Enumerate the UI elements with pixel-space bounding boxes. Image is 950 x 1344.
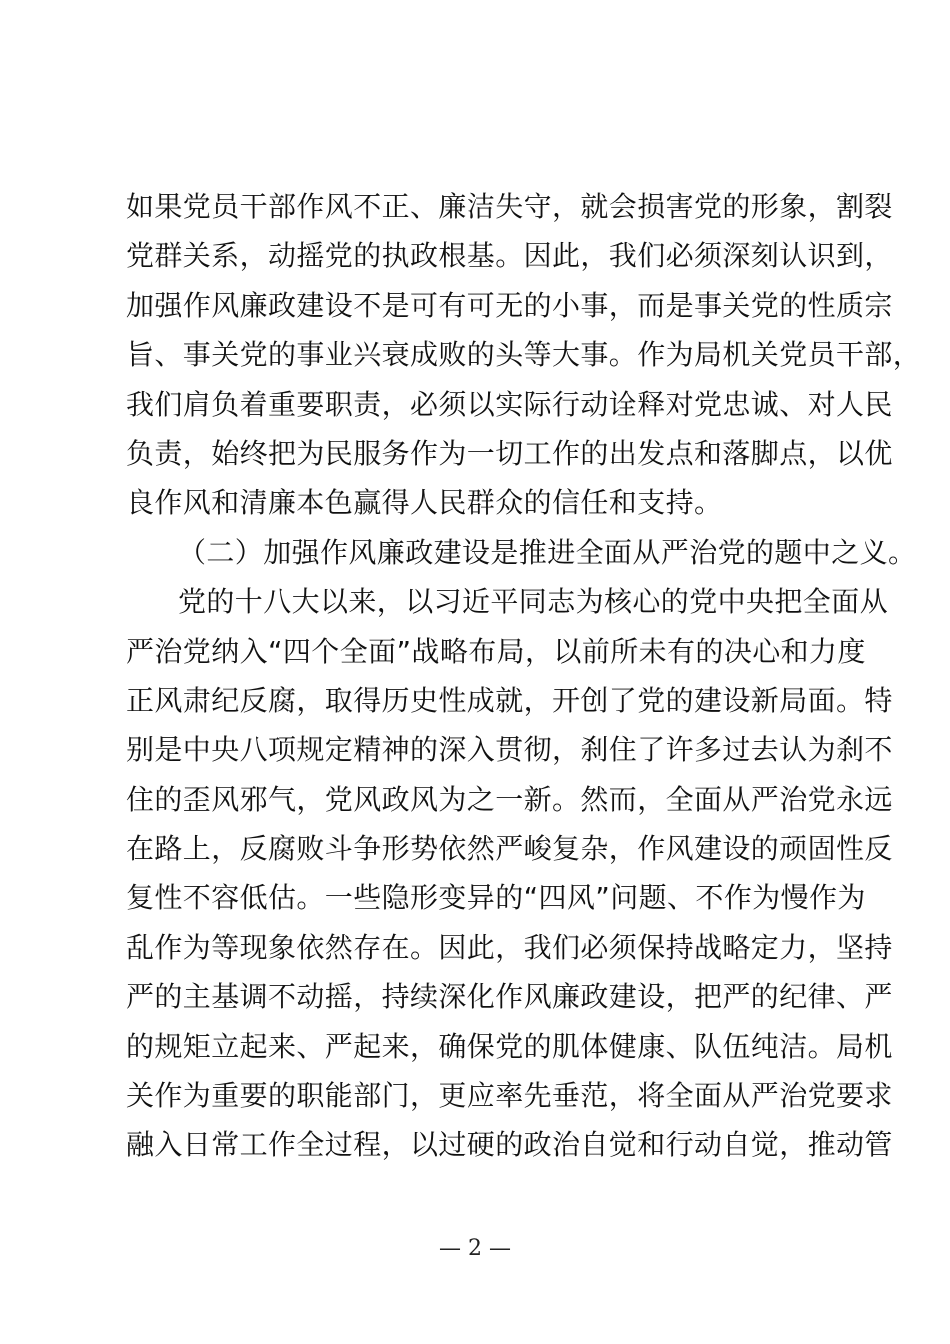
text-line: 党群关系，动摇党的执政根基。因此，我们必须深刻认识到，: [126, 239, 893, 273]
text-line: 良作风和清廉本色赢得人民群众的信任和支持。: [126, 486, 723, 520]
section-heading: （二）加强作风廉政建设是推进全面从严治党的题中之义。: [178, 535, 917, 569]
text-line: 我们肩负着重要职责，必须以实际行动诠释对党忠诚、对人民: [126, 387, 893, 421]
text-line: 加强作风廉政建设不是可有可无的小事，而是事关党的性质宗: [126, 288, 893, 322]
text-line: 如果党员干部作风不正、廉洁失守，就会损害党的形象，割裂: [126, 190, 893, 223]
text-line: 严的主基调不动摇，持续深化作风廉政建设，把严的纪律、严: [126, 980, 893, 1014]
body-text: [126, 182, 922, 1170]
text-line: 复性不容低估。一些隐形变异的“四风”问题、不作为慢作为: [126, 881, 866, 915]
text-line: 住的歪风邪气，党风政风为之一新。然而，全面从严治党永远: [126, 782, 893, 816]
text-line: 正风肃纪反腐，取得历史性成就，开创了党的建设新局面。特: [126, 683, 893, 717]
text-line: 的规矩立起来、严起来，确保党的肌体健康、队伍纯洁。局机: [126, 1029, 893, 1063]
text-line: 关作为重要的职能部门，更应率先垂范，将全面从严治党要求: [126, 1079, 893, 1113]
text-line: 乱作为等现象依然存在。因此，我们必须保持战略定力，坚持: [126, 930, 893, 964]
text-line: 负责，始终把为民服务作为一切工作的出发点和落脚点，以优: [126, 436, 893, 470]
text-line: 旨、事关党的事业兴衰成败的头等大事。作为局机关党员干部，: [126, 338, 922, 372]
text-line: 在路上，反腐败斗争形势依然严峻复杂，作风建设的顽固性反: [126, 832, 893, 866]
page-number: — 2 —: [439, 1236, 511, 1261]
text-line: 严治党纳入“四个全面”战略布局，以前所未有的决心和力度: [126, 634, 866, 668]
paragraph-start-line: 党的十八大以来，以习近平同志为核心的党中央把全面从: [178, 585, 889, 619]
text-line: 融入日常工作全过程，以过硬的政治自觉和行动自觉，推动管: [126, 1128, 893, 1162]
text-line: 别是中央八项规定精神的深入贯彻，刹住了许多过去认为刹不: [126, 733, 893, 767]
